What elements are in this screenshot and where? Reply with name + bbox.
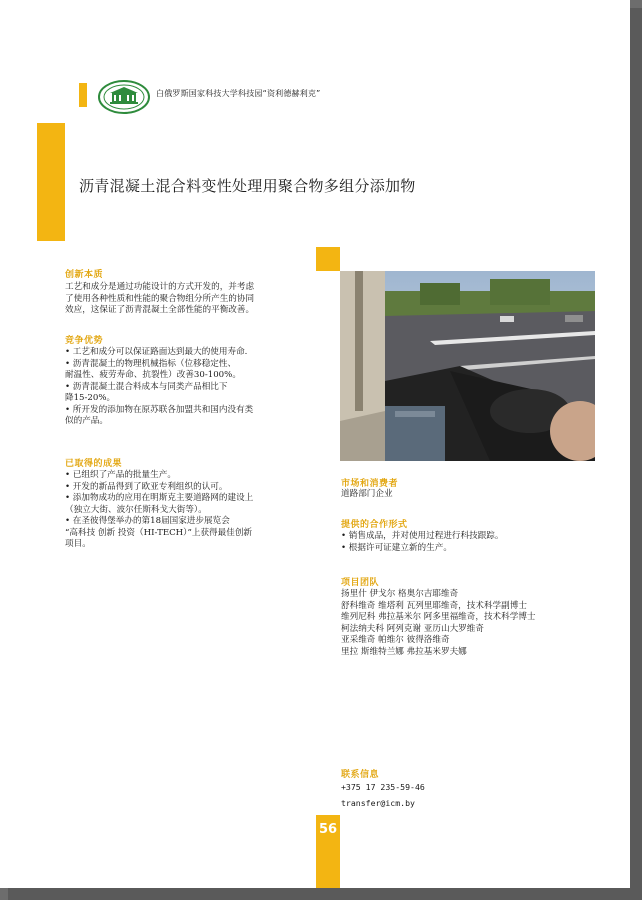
page-shadow-bottom	[8, 888, 642, 900]
team-list	[341, 589, 536, 658]
contact-phone: +375 17 235-59-46	[341, 782, 425, 792]
road-asphalt-photo	[340, 271, 595, 461]
team-member: 里拉 斯维特兰娜 弗拉基米罗夫娜	[341, 646, 467, 657]
results-list	[65, 470, 253, 551]
list-item: • 销售成品，并对使用过程进行科技跟踪。	[341, 531, 504, 541]
list-item: （独立大街、波尔任斯科戈大街等）。	[65, 504, 207, 515]
text-line: 工艺和成分是通过功能设计的方式开发的，并考虑	[65, 282, 255, 292]
list-item: • 在圣彼得堡举办的第18届国家进步展览会	[65, 516, 230, 526]
team-member: 舒科维奇 维塔利 瓦列里耶维奇，技术科学副博士	[341, 600, 527, 611]
list-item: 似的产品。	[65, 416, 108, 426]
advantages-heading: 竞争优势	[65, 336, 104, 346]
market-heading: 市场和消费者	[341, 479, 399, 489]
university-logo	[98, 80, 150, 114]
contact-email[interactable]: transfer@icm.by	[341, 798, 415, 808]
team-heading: 项目团队	[341, 578, 380, 588]
page-shadow-right	[630, 8, 642, 900]
list-item: “高科技 创新 投资（HI-TECH）”上获得最佳创新	[65, 527, 253, 538]
text-line: 效应，这保证了沥青混凝土全部性能的平衡改善。	[65, 305, 255, 315]
cooperation-heading: 提供的合作形式	[341, 520, 408, 530]
text-line: 了使用各种性质和性能的聚合物组分所产生的协同	[65, 293, 255, 304]
page-title: 沥青混凝土混合料变性处理用聚合物多组分添加物	[79, 177, 416, 195]
team-member: 扬里什 伊戈尔 格奥尔吉耶维奇	[341, 589, 459, 599]
list-item: • 添加物成功的应用在明斯克主要道路网的建设上	[65, 493, 254, 503]
contact-heading: 联系信息	[341, 770, 380, 780]
list-item: • 已组织了产品的批量生产。	[65, 470, 176, 480]
list-item: • 沥青混凝土混合料成本与同类产品相比下	[65, 381, 228, 392]
list-item: • 沥青混凝土的物理机械指标（位移稳定性、	[65, 358, 237, 369]
innovation-heading: 创新本质	[65, 270, 104, 280]
section-accent-square	[316, 247, 340, 271]
advantages-list	[65, 347, 253, 428]
list-item: 项目。	[65, 539, 91, 549]
page-number: 56	[318, 822, 338, 837]
header-accent-bar	[79, 83, 87, 107]
cooperation-list	[341, 531, 504, 554]
list-item: • 根据许可证建立新的生产。	[341, 542, 452, 553]
list-item: 耐温性、疲劳寿命、抗裂性）改善30-100%。	[65, 370, 241, 380]
team-member: 亚采维奇 帕维尔 彼得洛维奇	[341, 635, 450, 645]
results-heading: 已取得的成果	[65, 459, 123, 469]
list-item: • 开发的新品得到了欧亚专利组织的认可。	[65, 481, 228, 492]
list-item: • 工艺和成分可以保证路面达到最大的使用寿命.	[65, 347, 248, 357]
organization-name: 白俄罗斯国家科技大学科技园“资利德赫利克”	[156, 89, 321, 98]
team-member: 维列尼科 弗拉基米尔 阿多里福维奇，技术科学博士	[341, 612, 536, 622]
list-item: • 所开发的添加物在原苏联各加盟共和国内没有类	[65, 404, 254, 415]
innovation-text	[65, 282, 254, 317]
team-member: 柯法纳夫科 阿列克谢 亚历山大罗维奇	[341, 623, 484, 634]
title-accent-bar	[37, 123, 65, 241]
market-text	[341, 489, 393, 501]
text-line: 道路部门企业	[341, 489, 393, 499]
list-item: 降15-20%。	[65, 393, 116, 403]
